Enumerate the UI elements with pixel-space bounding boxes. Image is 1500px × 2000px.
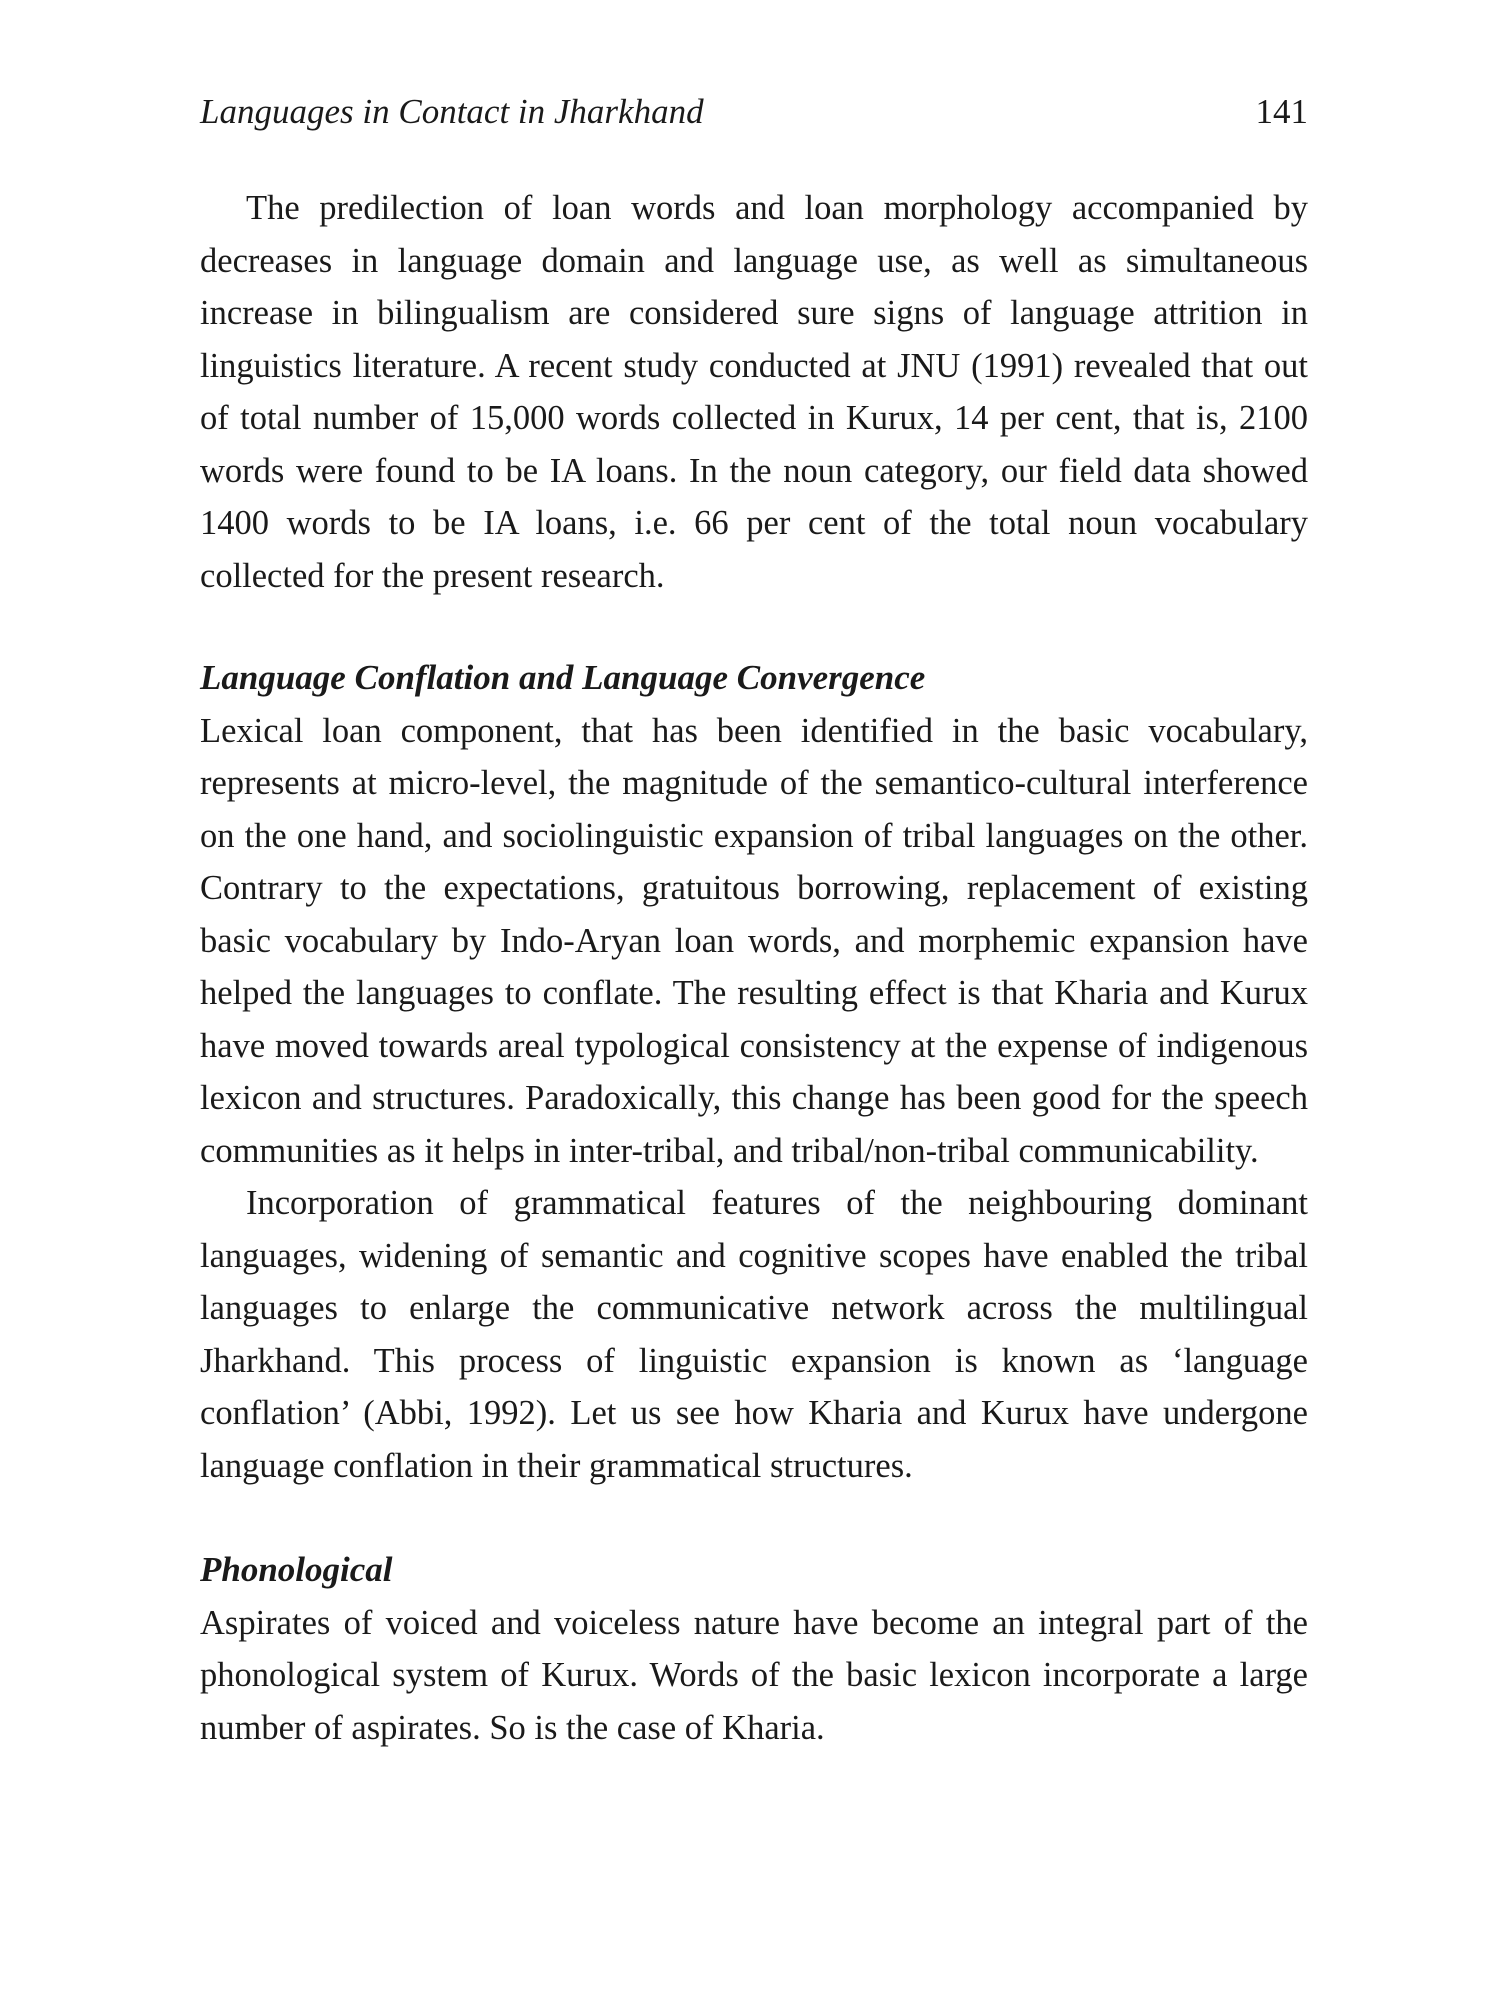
paragraph-incorporation: Incorporation of grammatical features of the neighbouring dominant languages, widening of semantic and cognitive scopes have enabled the tribal languages to enlarge the communicative network across the multilingual Jharkhand. This process of linguistic expansion is known as ‘language conflation’ (Abbi, 1992). Let us see how Kharia and Kurux have undergone language conflation in their grammatical structures. — [200, 1184, 1308, 1485]
paragraph-aspirates: Aspirates of voiced and voiceless nature have become an integral part of the phonological system of Kurux. Words of the basic lexicon incorporate a large number of aspirates. So is the case of Kharia. — [200, 1603, 1308, 1747]
running-header — [200, 92, 1308, 152]
page-number: 141 — [1255, 92, 1308, 131]
running-title: Languages in Contact in Jharkhand — [200, 92, 704, 131]
section-heading-conflation: Language Conflation and Language Convergence — [200, 658, 926, 697]
paragraph-lexical-loan: Lexical loan component, that has been identified in the basic vocabulary, represents at micro-level, the magnitude of the semantico-cultural interference on the one hand, and sociolinguistic expansion of tribal languages on the other. Contrary to the expectations, gratuitous borrowing, replacement of existing basic vocabulary by Indo-Aryan loan words, and morphemic expansion have helped the languages to conflate. The resulting effect is that Kharia and Kurux have moved towards areal typological consistency at the expense of indigenous lexicon and structures. Paradoxically, this change has been good for the speech communities as it helps in inter-tribal, and tribal/non-tribal communicability. — [200, 711, 1308, 1170]
paragraph-loan-words: The predilection of loan words and loan morphology accompanied by decreases in language domain and language use, as well as simultaneous increase in bilingualism are considered sure signs of language attrition in linguistics literature. A recent study conducted at JNU (1991) revealed that out of total number of 15,000 words collected in Kurux, 14 per cent, that is, 2100 words were found to be IA loans. In the noun category, our field data showed 1400 words to be IA loans, i.e. 66 per cent of the total noun vocabulary collected for the present research. — [200, 189, 1308, 595]
section-heading-phonological: Phonological — [200, 1550, 393, 1589]
page-content — [200, 92, 1308, 1754]
